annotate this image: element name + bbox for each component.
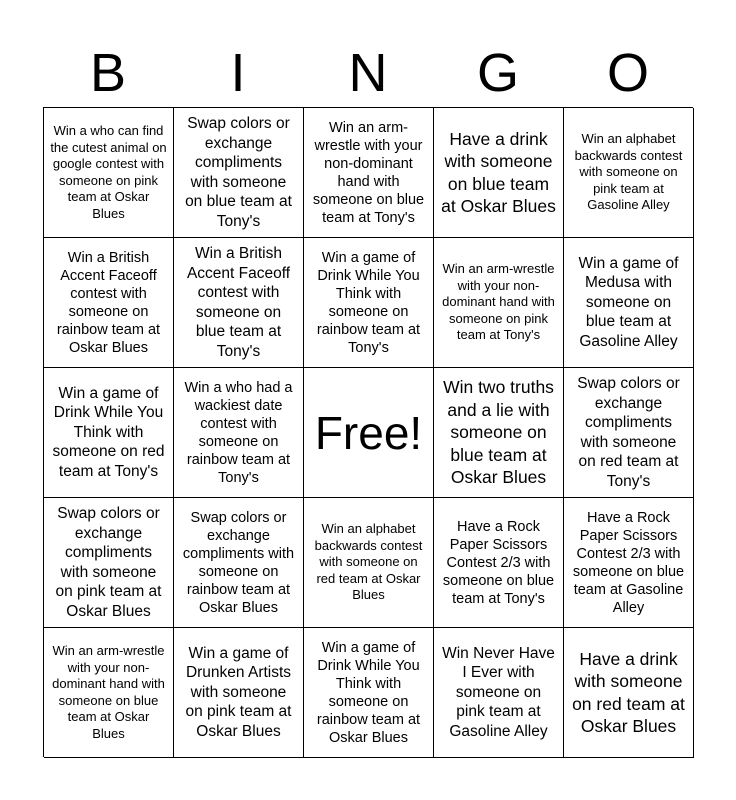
cell-text: Win an arm-wrestle with your non-dominant hand with someone on blue team at Oskar Blues [52, 643, 165, 741]
bingo-cell[interactable] [304, 628, 434, 758]
cell-text: Win an arm-wrestle with your non-dominant hand with someone on pink team at Tony's [442, 261, 555, 343]
cell-text: Win a game of Drink While You Think with someone on red team at Tony's [52, 384, 165, 480]
bingo-cell[interactable] [434, 238, 564, 368]
bingo-cell[interactable] [434, 498, 564, 628]
cell-text: Have a Rock Paper Scissors Contest 2/3 with someone on blue team at Gasoline Alley [572, 509, 685, 616]
cell-text: Have a drink with someone on blue team at Oskar Blues [441, 128, 556, 216]
bingo-cell[interactable] [434, 368, 564, 498]
cell-text: Win a British Accent Faceoff contest with someone on rainbow team at Oskar Blues [56, 249, 161, 356]
bingo-cell[interactable] [174, 108, 304, 238]
header-letter-i: I [230, 43, 246, 103]
bingo-cell[interactable] [44, 628, 174, 758]
cell-text: Win a game of Drink While You Think with someone on rainbow team at Oskar Blues [316, 639, 421, 746]
cell-text: Swap colors or exchange compliments with someone on blue team at Tony's [185, 115, 292, 230]
cell-text: Swap colors or exchange compliments with someone on pink team at Oskar Blues [55, 505, 162, 620]
bingo-cell[interactable] [564, 108, 694, 238]
free-space-text: Free! [314, 406, 423, 459]
cell-text: Win a game of Medusa with someone on blue team at Gasoline Alley [578, 254, 679, 350]
bingo-header [43, 40, 693, 106]
cell-text: Win a game of Drunken Artists with someone on pink team at Oskar Blues [185, 644, 292, 740]
cell-text: Win an alphabet backwards contest with someone on pink team at Gasoline Alley [574, 131, 683, 213]
cell-text: Swap colors or exchange compliments with someone on red team at Tony's [577, 375, 680, 490]
cell-text: Have a Rock Paper Scissors Contest 2/3 with someone on blue team at Tony's [442, 518, 555, 607]
cell-text: Win a game of Drink While You Think with someone on rainbow team at Tony's [316, 249, 421, 356]
free-space[interactable] [304, 368, 434, 498]
bingo-cell[interactable] [174, 238, 304, 368]
bingo-cell[interactable] [44, 498, 174, 628]
cell-text: Win an alphabet backwards contest with someone on red team at Oskar Blues [314, 521, 423, 603]
cell-text: Win a British Accent Faceoff contest with someone on blue team at Tony's [186, 245, 291, 360]
bingo-cell[interactable] [304, 498, 434, 628]
header-letter-b: B [89, 43, 127, 103]
bingo-cell[interactable] [564, 498, 694, 628]
bingo-cell[interactable] [434, 628, 564, 758]
bingo-cell[interactable] [174, 368, 304, 498]
bingo-cell[interactable] [304, 238, 434, 368]
cell-text: Win Never Have I Ever with someone on pink team at Gasoline Alley [442, 644, 555, 740]
bingo-cell[interactable] [434, 108, 564, 238]
cell-text: Have a drink with someone on red team at Oskar Blues [572, 648, 685, 736]
cell-text: Win an arm-wrestle with your non-dominant hand with someone on blue team at Tony's [312, 119, 425, 226]
header-letter-n: N [348, 43, 388, 103]
bingo-cell[interactable] [174, 498, 304, 628]
bingo-cell[interactable] [304, 108, 434, 238]
header-letter-o: O [606, 43, 649, 103]
bingo-board [43, 107, 693, 757]
bingo-cell[interactable] [44, 108, 174, 238]
bingo-cell[interactable] [174, 628, 304, 758]
bingo-cell[interactable] [44, 368, 174, 498]
bingo-cell[interactable] [564, 368, 694, 498]
bingo-cell[interactable] [44, 238, 174, 368]
cell-text: Win a who had a wackiest date contest with someone on rainbow team at Tony's [184, 379, 293, 486]
bingo-cell[interactable] [564, 628, 694, 758]
header-letter-g: G [476, 43, 519, 103]
cell-text: Swap colors or exchange compliments with someone on rainbow team at Oskar Blues [182, 509, 295, 616]
bingo-cell[interactable] [564, 238, 694, 368]
cell-text: Win a who can find the cutest animal on google contest with someone on pink team at Oskar Blues [50, 123, 167, 221]
cell-text: Win two truths and a lie with someone on blue team at Oskar Blues [443, 377, 554, 488]
